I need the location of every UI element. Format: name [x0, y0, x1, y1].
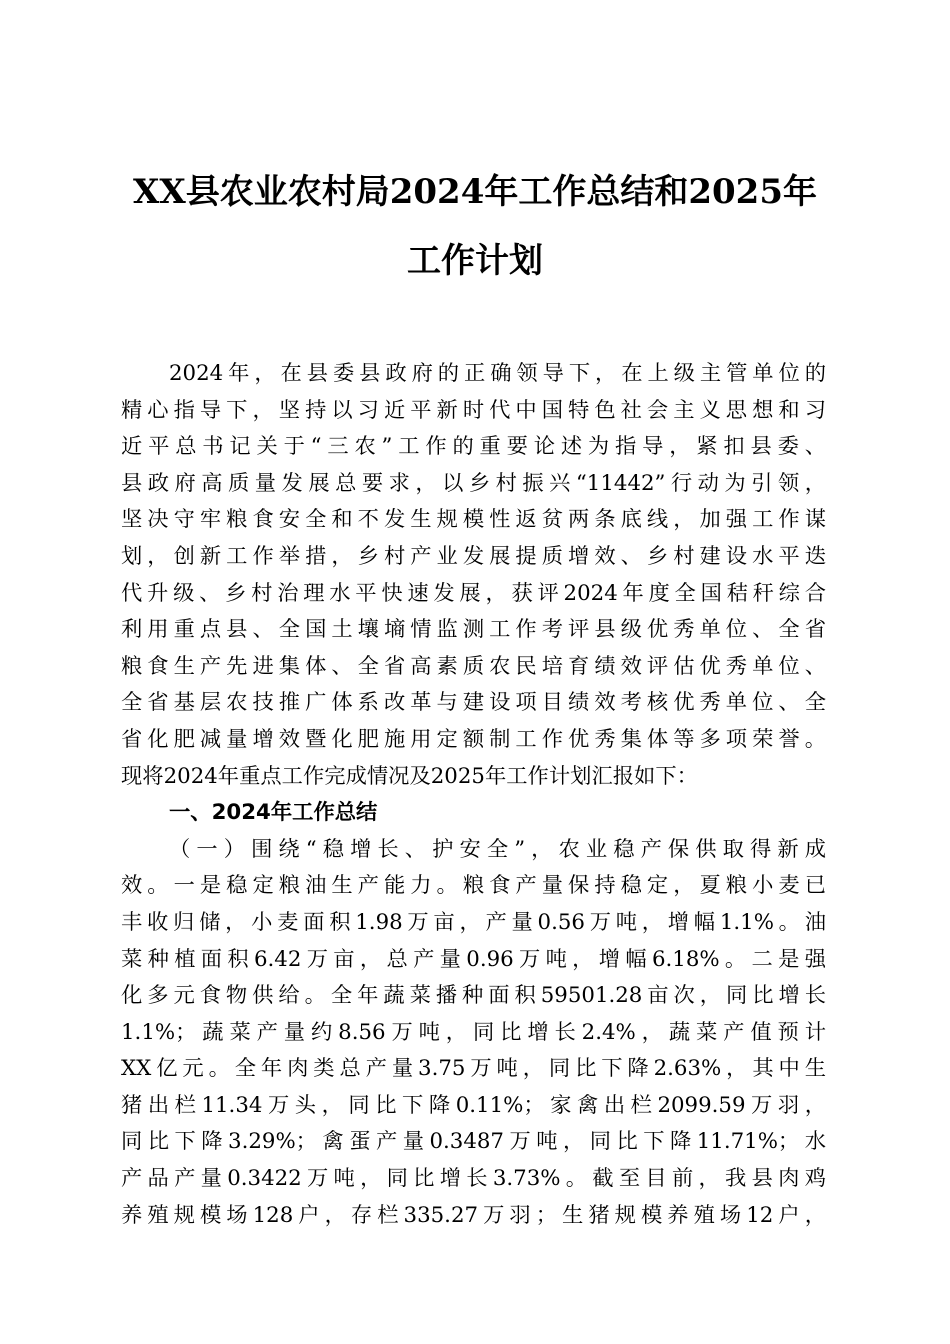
- paragraph-line: 1.1%；蔬菜产量约8.56万吨，同比增长2.4%，蔬菜产值预计: [121, 1019, 826, 1045]
- paragraph-line: （一）围绕“稳增长、护安全”，农业稳产保供取得新成: [169, 836, 826, 862]
- document-title-line-1: XX县农业农村局2024年工作总结和2025年: [132, 172, 818, 212]
- paragraph-line: XX亿元。全年肉类总产量3.75万吨，同比下降2.63%，其中生: [121, 1056, 826, 1082]
- paragraph-line: 省化肥减量增效暨化肥施用定额制工作优秀集体等多项荣誉。: [121, 726, 826, 752]
- section-heading: 一、2024年工作总结: [169, 800, 378, 826]
- paragraph-line: 产品产量0.3422万吨，同比增长3.73%。截至目前，我县肉鸡: [121, 1166, 826, 1192]
- paragraph-line: 养殖规模场128户，存栏335.27万羽；生猪规模养殖场12户，: [121, 1202, 826, 1228]
- paragraph-line: 利用重点县、全国土壤墒情监测工作考评县级优秀单位、全省: [121, 617, 826, 643]
- paragraph-line: 划，创新工作举措，乡村产业发展提质增效、乡村建设水平迭: [121, 543, 826, 569]
- paragraph-line: 丰收归储，小麦面积1.98万亩，产量0.56万吨，增幅1.1%。油: [121, 909, 826, 935]
- document-body: [121, 356, 826, 1234]
- paragraph-line: 化多元食物供给。全年蔬菜播种面积59501.28亩次，同比增长: [121, 983, 826, 1009]
- paragraph-line: 粮食生产先进集体、全省高素质农民培育绩效评估优秀单位、: [121, 653, 826, 679]
- paragraph-line: 代升级、乡村治理水平快速发展，获评2024年度全国秸秆综合: [121, 580, 826, 606]
- paragraph-line: 县政府高质量发展总要求，以乡村振兴“11442”行动为引领，: [121, 470, 826, 496]
- paragraph-line: 坚决守牢粮食安全和不发生规模性返贫两条底线，加强工作谋: [121, 507, 826, 533]
- paragraph-line: 猪出栏11.34万头，同比下降0.11%；家禽出栏2099.59万羽，: [121, 1092, 826, 1118]
- paragraph-line: 全省基层农技推广体系改革与建设项目绩效考核优秀单位、全: [121, 690, 826, 716]
- paragraph-line: 同比下降3.29%；禽蛋产量0.3487万吨，同比下降11.71%；水: [121, 1129, 826, 1155]
- paragraph-line: 2024年，在县委县政府的正确领导下，在上级主管单位的: [169, 361, 826, 386]
- paragraph-line: 现将2024年重点工作完成情况及2025年工作计划汇报如下：: [121, 763, 698, 789]
- paragraph-line: 菜种植面积6.42万亩，总产量0.96万吨，增幅6.18%。二是强: [121, 946, 826, 972]
- paragraph-line: 效。一是稳定粮油生产能力。粮食产量保持稳定，夏粮小麦已: [121, 873, 826, 899]
- paragraph-line: 近平总书记关于“三农”工作的重要论述为指导，紧扣县委、: [121, 434, 826, 460]
- paragraph-line: 精心指导下，坚持以习近平新时代中国特色社会主义思想和习: [121, 397, 826, 423]
- document-title-line-2: 工作计划: [407, 241, 543, 281]
